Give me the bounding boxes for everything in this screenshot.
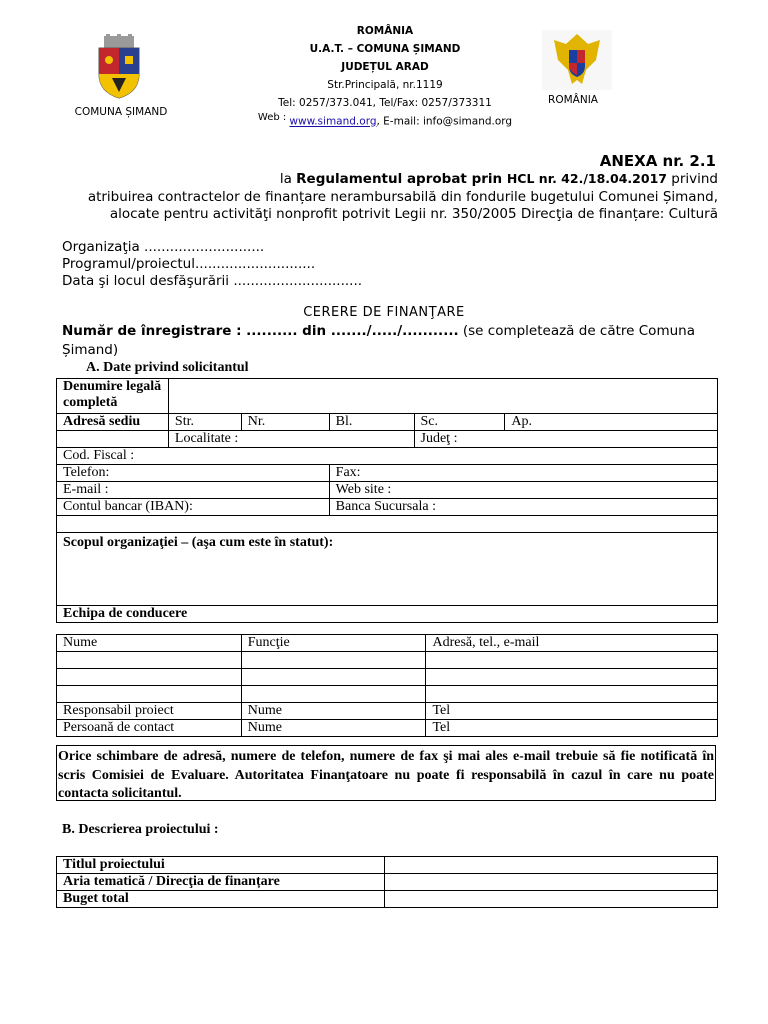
regulation-reference — [60, 170, 718, 224]
letterhead — [200, 22, 570, 131]
team-cell[interactable] — [57, 686, 242, 703]
table-row — [57, 891, 718, 908]
section-b-heading: B. Descrierea proiectului : — [62, 822, 219, 837]
county-cell[interactable]: Judeţ : — [414, 431, 717, 448]
table-row — [57, 703, 718, 720]
thematic-area-label: Aria tematică / Direcţia de finanțare — [57, 874, 385, 891]
reg-suffix: privind — [666, 171, 718, 187]
total-budget-value[interactable] — [384, 891, 717, 908]
phone-line: Tel: 0257/373.041, Tel/Fax: 0257/373311 — [278, 97, 492, 109]
web-line — [200, 109, 570, 131]
email-cell[interactable]: E-mail : — [57, 482, 330, 499]
table-row — [57, 857, 718, 874]
total-budget-label: Buget total — [57, 891, 385, 908]
regulation-line-3: alocate pentru activităţi nonprofit potrivit Legii nr. 350/2005 Direcţia de finanțare: Cultură — [109, 206, 718, 222]
iban-cell[interactable]: Contul bancar (IBAN): — [57, 499, 330, 516]
legal-name-label: Denumire legală completă — [57, 379, 169, 414]
table-row — [57, 379, 718, 414]
col-contact: Adresă, tel., e-mail — [426, 635, 718, 652]
uat-line: U.A.T. – COMUNA ȘIMAND — [309, 43, 461, 55]
table-row — [57, 686, 718, 703]
email-text: , E-mail: info@simand.org — [376, 115, 513, 128]
team-cell[interactable] — [426, 652, 718, 669]
team-cell[interactable] — [241, 686, 426, 703]
annex-title: ANEXA nr. 2.1 — [599, 152, 716, 170]
country-line: ROMÂNIA — [356, 25, 414, 37]
right-crest-label: ROMÂNIA — [548, 94, 598, 106]
table-row — [57, 669, 718, 686]
contact-person-label: Persoană de contact — [57, 720, 242, 737]
project-table — [56, 856, 718, 908]
reg-bold: Regulamentul aprobat prin — [296, 171, 507, 187]
team-cell[interactable] — [57, 652, 242, 669]
table-row — [57, 448, 718, 465]
left-crest-label: COMUNA ȘIMAND — [74, 106, 168, 118]
table-row — [57, 414, 718, 431]
team-heading: Echipa de conducere — [57, 606, 718, 623]
registration-line — [62, 322, 722, 360]
registration-note: (se completează de către Comuna Șimand) — [62, 323, 695, 358]
date-place-field: Data şi locul desfăşurării .............................. — [62, 273, 363, 289]
table-row — [57, 499, 718, 516]
contact-person-name[interactable]: Nume — [241, 720, 426, 737]
table-row — [57, 533, 718, 606]
table-row — [57, 606, 718, 623]
table-row — [57, 874, 718, 891]
team-cell[interactable] — [241, 669, 426, 686]
organization-field: Organizaţia ............................ — [62, 239, 265, 255]
fax-cell[interactable]: Fax: — [329, 465, 717, 482]
reg-prefix: la — [279, 171, 297, 187]
project-title-label: Titlul proiectului — [57, 857, 385, 874]
website-cell[interactable]: Web site : — [329, 482, 717, 499]
stair-cell[interactable]: Sc. — [414, 414, 505, 431]
contact-person-tel[interactable]: Tel — [426, 720, 718, 737]
table-row — [57, 465, 718, 482]
col-name: Nume — [57, 635, 242, 652]
header-fields — [62, 239, 362, 290]
program-field: Programul/proiectul............................ — [62, 256, 316, 272]
team-table — [56, 634, 718, 737]
team-cell[interactable] — [426, 686, 718, 703]
notice-box: Orice schimbare de adresă, numere de telefon, numere de fax şi mai ales e-mail trebuie să fie notificată în scris Comisiei de Evaluare. Autoritatea Finanţatoare nu poate fi responsabilă în cazul în care nu poate contacta solicitantul. — [56, 745, 716, 801]
street-cell[interactable]: Str. — [168, 414, 241, 431]
county-line: JUDEȚUL ARAD — [341, 61, 429, 73]
project-title-value[interactable] — [384, 857, 717, 874]
table-row — [57, 635, 718, 652]
regulation-line-1 — [60, 170, 718, 189]
registration-number: Număr de înregistrare : .......... din ......./...../........... — [62, 323, 459, 339]
team-cell[interactable] — [57, 669, 242, 686]
legal-name-value[interactable] — [168, 379, 717, 414]
locality-cell[interactable]: Localitate : — [168, 431, 414, 448]
bank-cell[interactable]: Banca Sucursala : — [329, 499, 717, 516]
table-row — [57, 720, 718, 737]
fiscal-code-cell[interactable]: Cod. Fiscal : — [57, 448, 718, 465]
project-manager-name[interactable]: Nume — [241, 703, 426, 720]
reg-hcl: HCL nr. 42./18.04.2017 — [506, 171, 667, 186]
spacer-cell — [57, 516, 718, 533]
form-title: CERERE DE FINANŢARE — [303, 305, 465, 320]
empty-cell — [57, 431, 169, 448]
table-row — [57, 516, 718, 533]
applicant-table — [56, 378, 718, 623]
web-link[interactable]: www.simand.org — [289, 115, 377, 128]
apartment-cell[interactable]: Ap. — [505, 414, 718, 431]
number-cell[interactable]: Nr. — [241, 414, 329, 431]
section-a-heading: A. Date privind solicitantul — [86, 360, 249, 375]
address-label: Adresă sediu — [57, 414, 169, 431]
team-cell[interactable] — [241, 652, 426, 669]
col-function: Funcţie — [241, 635, 426, 652]
simand-coat-of-arms-icon — [96, 34, 142, 100]
romania-coat-of-arms-icon — [542, 30, 612, 90]
project-manager-label: Responsabil proiect — [57, 703, 242, 720]
thematic-area-value[interactable] — [384, 874, 717, 891]
regulation-line-2: atribuirea contractelor de finanțare nerambursabilă din fondurile bugetului Comunei Șimand, — [87, 188, 718, 205]
table-row — [57, 482, 718, 499]
team-cell[interactable] — [426, 669, 718, 686]
block-cell[interactable]: Bl. — [329, 414, 414, 431]
table-row — [57, 431, 718, 448]
table-row — [57, 652, 718, 669]
project-manager-tel[interactable]: Tel — [426, 703, 718, 720]
web-prefix: Web : — [257, 112, 290, 123]
phone-cell[interactable]: Telefon: — [57, 465, 330, 482]
scope-cell[interactable]: Scopul organizaţiei – (aşa cum este în statut): — [57, 533, 718, 606]
street-line: Str.Principală, nr.1119 — [327, 79, 443, 91]
